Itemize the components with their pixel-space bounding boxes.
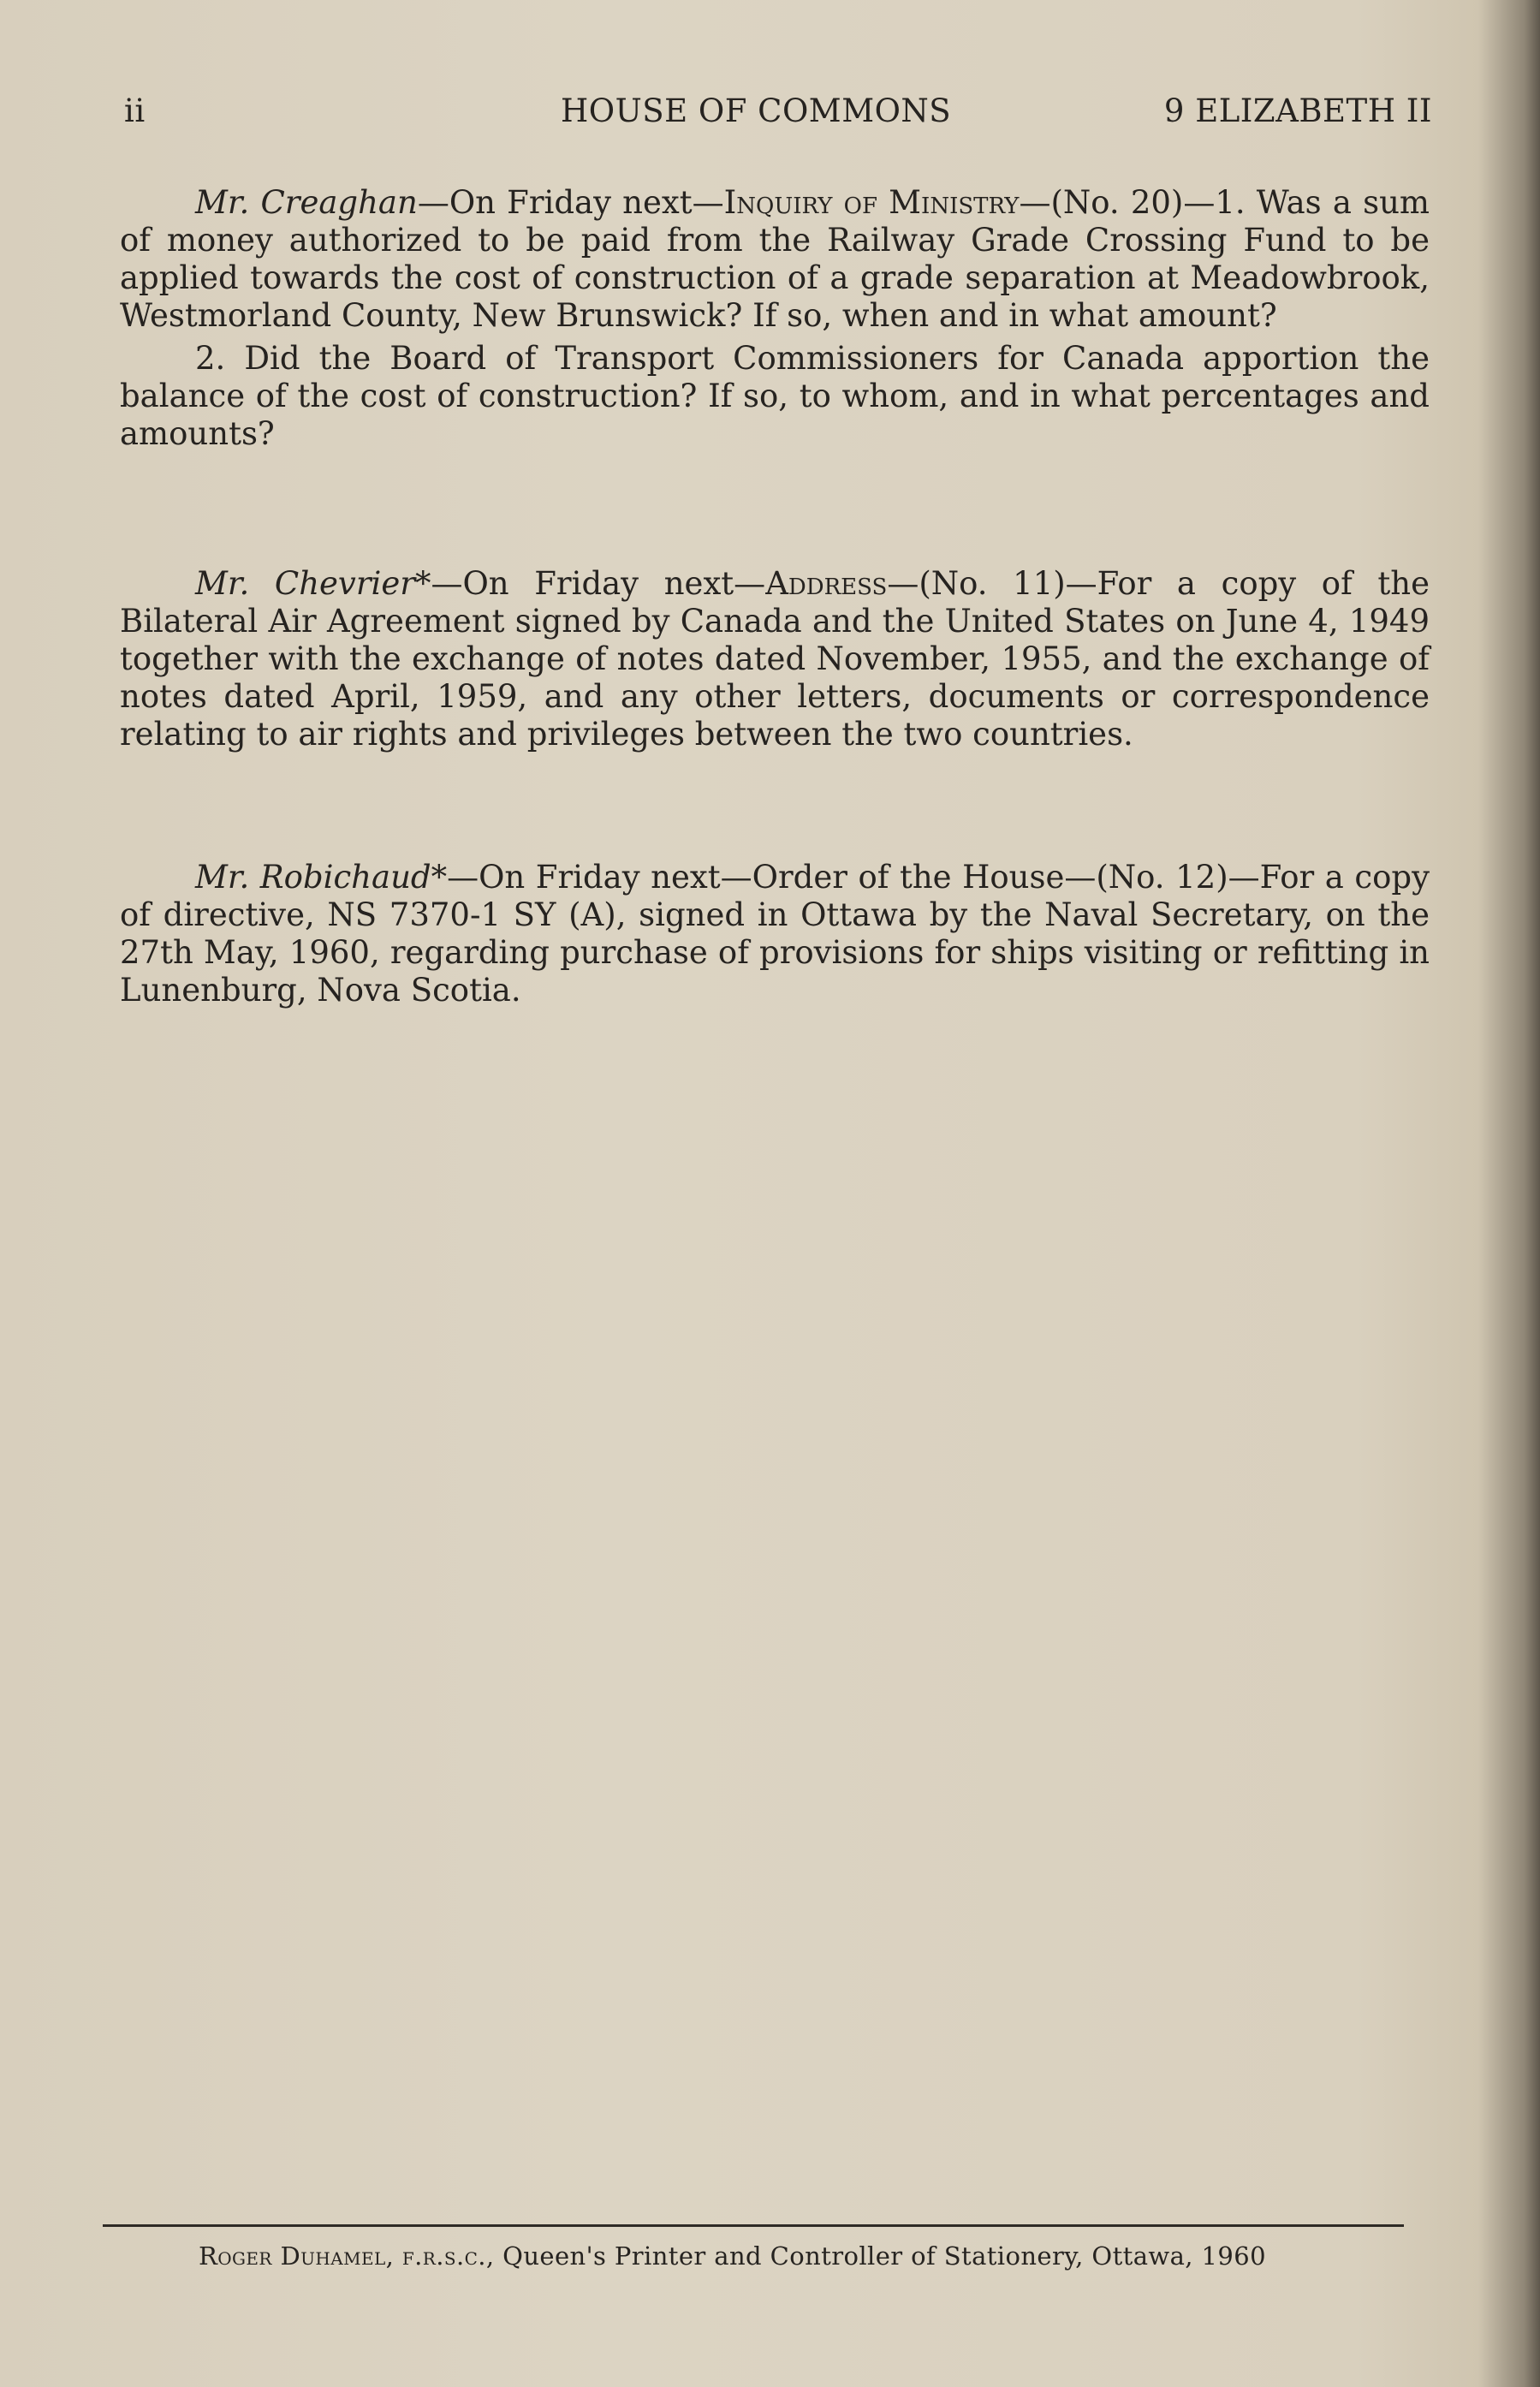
entry-robichaud — [120, 859, 1430, 1009]
entry-kind: Inquiry of Ministry — [723, 184, 1020, 221]
entry-continuation: 2. Did the Board of Transport Commissioners for Canada apportion the balance of the cost of construction? If so, to whom, and in what percentages and amounts? — [120, 340, 1430, 452]
member-name: Mr. Chevrier* — [195, 565, 431, 602]
entry-paragraph — [120, 184, 1430, 335]
entry-text: —(No. 11)—For a copy of the Bilateral Air Agreement signed by Canada and the United States on June 4, 1949 together with the exchange of notes dated November, 1955, and the exchange of notes dated April, 1959, and any other letters, documents or correspondence relating to air rights and privileges between the two countries. — [120, 565, 1430, 753]
footer-rule — [103, 2224, 1404, 2227]
running-title: HOUSE OF COMMONS — [561, 92, 952, 129]
printer-name: Roger Duhamel — [199, 2241, 386, 2271]
entry-paragraph — [120, 565, 1430, 753]
entry-chevrier — [120, 565, 1430, 753]
entry-kind: Order of the House — [752, 859, 1065, 896]
printer-credentials: , f.r.s.c., — [385, 2241, 503, 2271]
regnal-year: 9 ELIZABETH II — [1163, 92, 1432, 129]
entry-creaghan — [120, 184, 1430, 453]
entry-when: —On Friday next— — [417, 184, 724, 221]
entry-when: —On Friday next— — [431, 565, 766, 602]
printer-imprint — [199, 2241, 1266, 2271]
member-name: Mr. Creaghan — [195, 184, 418, 221]
entry-text: —(No. 20)—1. Was a sum of money authorized to be paid from the Railway Grade Crossing Fund to be applied towards the cost of construction of a grade separation at Meadowbrook, Westmorland County, New Brunswick? If so, when and in what amount? — [120, 184, 1430, 334]
entry-kind: Address — [765, 565, 888, 602]
entry-text: —(No. 12)—For a copy of directive, NS 7370-1 SY (A), signed in Ottawa by the Naval Secretary, on the 27th May, 1960, regarding purchase of provisions for ships visiting or refitting in Lunenburg, Nova Scotia. — [120, 859, 1430, 1009]
member-name: Mr. Robichaud* — [195, 859, 448, 896]
entry-paragraph — [120, 859, 1430, 1009]
page-number: ii — [124, 92, 146, 129]
printer-text: Queen's Printer and Controller of Stationery, Ottawa, 1960 — [502, 2241, 1266, 2271]
entry-when: —On Friday next— — [447, 859, 752, 896]
page-header — [124, 92, 1432, 144]
